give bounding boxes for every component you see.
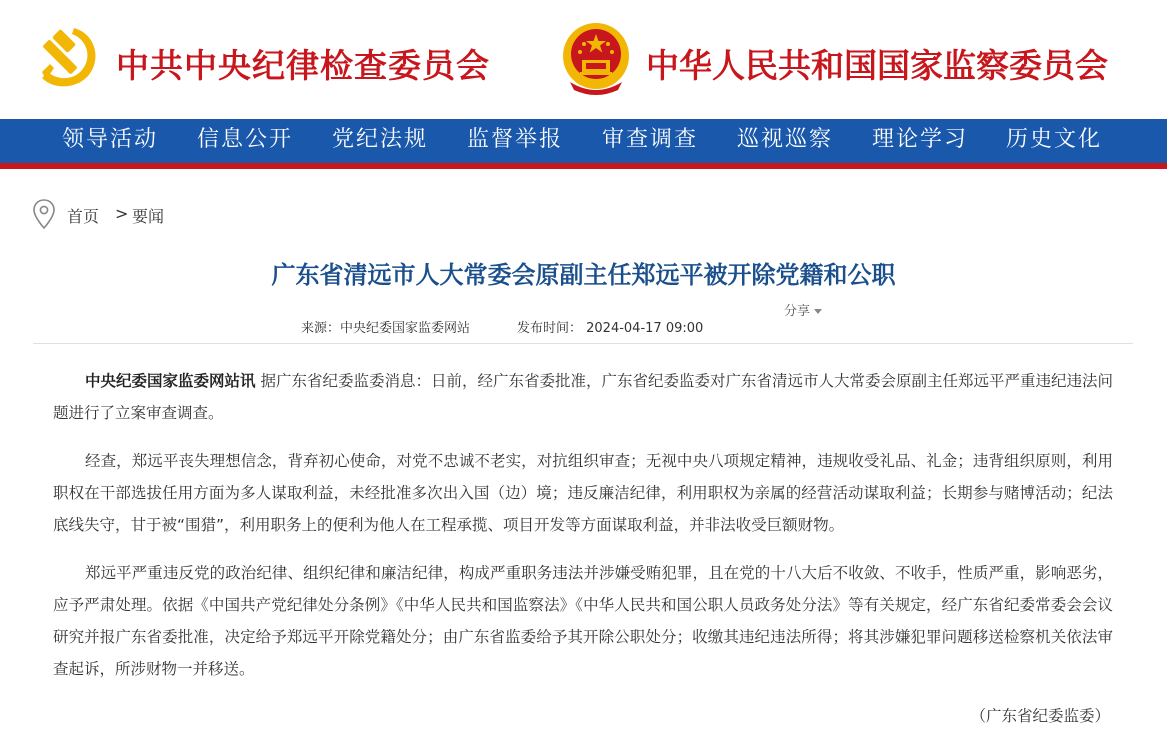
article-paragraph-3: 郑远平严重违反党的政治纪律、组织纪律和廉洁纪律，构成严重职务违法并涉嫌受贿犯罪，且在党的十八大后不收敛、不收手，性质严重，影响恶劣，应予严肃处理。依据《中国共产党纪律处分条例》《中华人民共和国监察法》《中华人民共和国公职人员政务处分法》等有关规定，经广东省纪委常委会会议研究并报广东省委批准，决定给予郑远平开除党籍处分；由广东省监委给予其开除公职处分；收缴其违纪违法所得；将其涉嫌犯罪问题移送检察机关依法审查起诉，所涉财物一并移送。 (53, 564, 1113, 678)
nav-item-regulations[interactable]: 党纪法规 (332, 127, 429, 152)
article-title: 广东省清远市人大常委会原副主任郑远平被开除党籍和公职 (271, 261, 896, 289)
location-pin-icon (32, 198, 56, 230)
cpc-commission-title: 中共中央纪律检查委员会 (116, 46, 490, 85)
share-button[interactable] (784, 300, 822, 319)
national-emblem-icon (560, 20, 632, 96)
paragraph-1-text: 据广东省纪委监委消息：日前，经广东省委批准，广东省纪委监委对广东省清远市人大常委会原副主任郑远平严重违纪违法问题进行了立案审查调查。 (53, 372, 1113, 422)
nav-item-leadership[interactable]: 领导活动 (62, 127, 159, 152)
article-signature: （广东省纪委监委） (970, 707, 1110, 725)
chevron-down-icon (814, 309, 822, 314)
nav-item-info-disclosure[interactable]: 信息公开 (197, 127, 294, 152)
article-paragraph-2: 经查，郑远平丧失理想信念，背弃初心使命，对党不忠诚不老实，对抗组织审查；无视中央八项规定精神，违规收受礼品、礼金；违背组织原则，利用职权在干部选拔任用方面为多人谋取利益，未经批准多次出入国（边）境；违反廉洁纪律，利用职权为亲属的经营活动谋取利益；长期参与赌博活动；纪法底线失守，甘于被“围猎”，利用职务上的便利为他人在工程承揽、项目开发等方面谋取利益，并非法收受巨额财物。 (53, 452, 1113, 534)
main-nav (0, 119, 1167, 163)
breadcrumb-current-link[interactable]: 要闻 (132, 207, 165, 226)
article-paragraph-1 (53, 365, 1113, 429)
state-commission-title: 中华人民共和国国家监察委员会 (646, 46, 1108, 85)
nav-item-report[interactable]: 监督举报 (467, 127, 564, 152)
hammer-sickle-icon (30, 20, 104, 94)
site-header (0, 0, 1167, 118)
nav-item-history[interactable]: 历史文化 (1006, 127, 1103, 152)
nav-item-theory[interactable]: 理论学习 (872, 127, 969, 152)
nav-item-investigation[interactable]: 审查调查 (602, 127, 699, 152)
article-source: 来源：中央纪委国家监委网站 (301, 321, 471, 336)
breadcrumb-home-link[interactable]: 首页 (67, 207, 100, 226)
share-label: 分享 (784, 304, 811, 319)
nav-red-stripe (0, 163, 1167, 169)
nav-item-inspection[interactable]: 巡视巡察 (737, 127, 834, 152)
title-divider (33, 343, 1133, 344)
article-publish-time: 发布时间： 2024-04-17 09:00 (517, 321, 704, 336)
article-lead: 中央纪委国家监委网站讯 (85, 372, 256, 390)
breadcrumb-separator: > (115, 204, 129, 223)
